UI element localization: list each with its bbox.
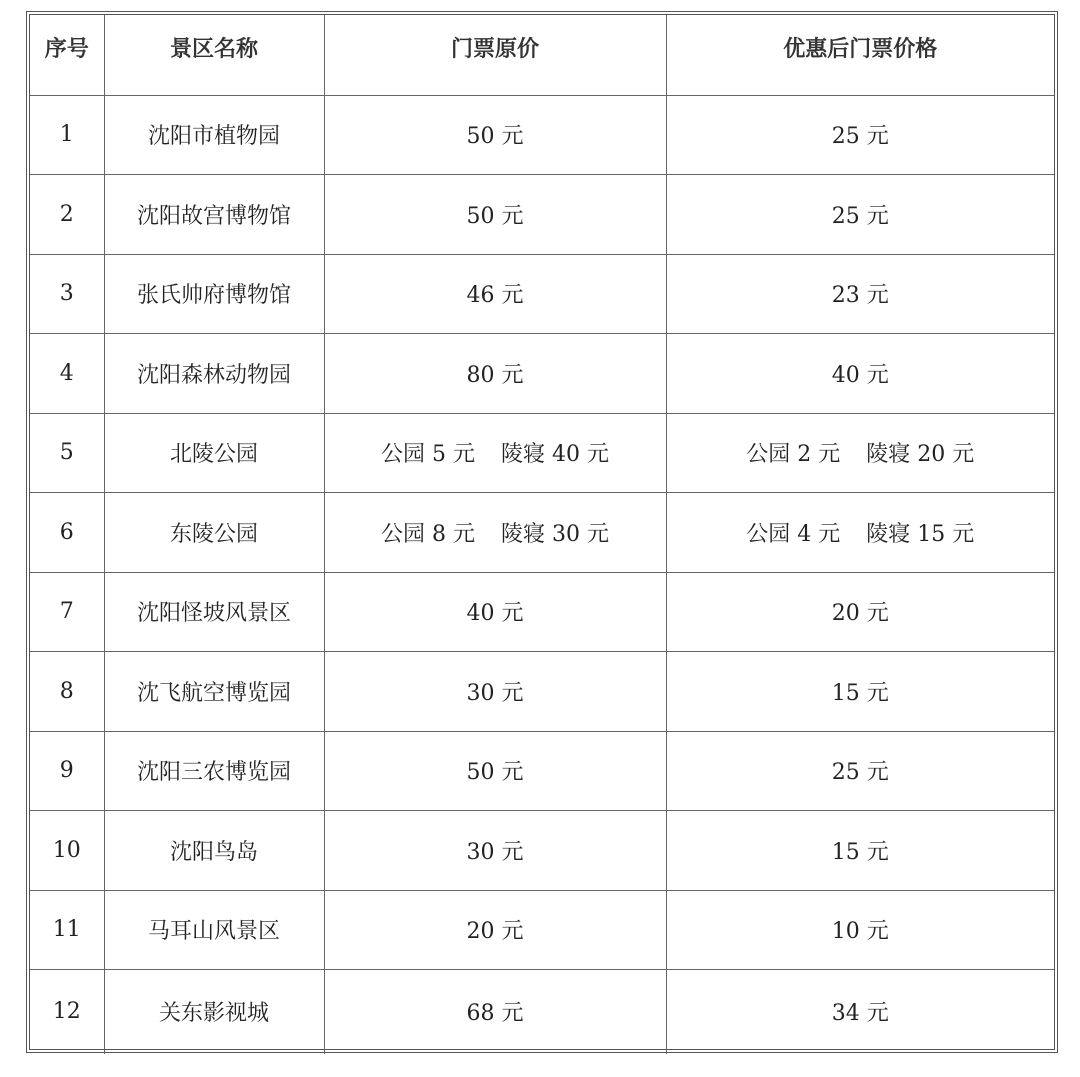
cell-discount — [666, 811, 1054, 891]
header-discount: 优惠后门票价格 — [666, 15, 1054, 95]
cell-price — [324, 731, 666, 811]
table-row — [30, 890, 1054, 970]
table-row — [30, 254, 1054, 334]
cell-name-text: 沈阳鸟岛 — [169, 839, 258, 865]
cell-discount-text: 34 元 — [831, 1001, 889, 1027]
cell-discount — [666, 95, 1054, 175]
cell-name — [104, 731, 324, 811]
cell-discount-text: 10 元 — [831, 919, 889, 945]
cell-no-text: 8 — [59, 678, 74, 704]
cell-price-text: 公园 8 元 — [381, 521, 475, 547]
cell-no-text: 10 — [52, 837, 81, 863]
cell-no — [30, 95, 104, 175]
cell-no — [30, 413, 104, 493]
cell-no — [30, 572, 104, 652]
cell-no — [30, 493, 104, 573]
ticket-price-table — [26, 11, 1058, 1053]
cell-discount — [666, 175, 1054, 255]
cell-no-text: 4 — [59, 360, 74, 386]
cell-name-text: 东陵公园 — [169, 521, 258, 547]
cell-name-text: 沈阳怪坡风景区 — [136, 601, 291, 627]
cell-name — [104, 652, 324, 732]
cell-no — [30, 334, 104, 414]
cell-no-text: 6 — [59, 519, 74, 545]
cell-price-text: 80 元 — [466, 362, 524, 388]
cell-no — [30, 254, 104, 334]
cell-discount — [666, 731, 1054, 811]
cell-price — [324, 572, 666, 652]
cell-name — [104, 572, 324, 652]
cell-discount — [666, 890, 1054, 970]
cell-name — [104, 95, 324, 175]
cell-name — [104, 493, 324, 573]
cell-name — [104, 811, 324, 891]
cell-discount — [666, 493, 1054, 573]
cell-name — [104, 890, 324, 970]
cell-price-text: 50 元 — [466, 760, 524, 786]
cell-discount — [666, 652, 1054, 732]
cell-price-text: 46 元 — [466, 283, 524, 309]
table-row — [30, 731, 1054, 811]
cell-no-text: 7 — [59, 599, 74, 625]
cell-discount — [666, 334, 1054, 414]
cell-discount-text: 15 元 — [831, 680, 889, 706]
cell-name-text: 沈阳故宫博物馆 — [136, 203, 291, 229]
cell-discount-text: 15 元 — [831, 839, 889, 865]
cell-price — [324, 413, 666, 493]
cell-discount-text: 40 元 — [831, 362, 889, 388]
cell-no — [30, 970, 104, 1054]
cell-price-text: 30 元 — [466, 680, 524, 706]
cell-price — [324, 334, 666, 414]
cell-price-text: 50 元 — [466, 203, 524, 229]
cell-name-text: 马耳山风景区 — [147, 919, 280, 945]
cell-no — [30, 731, 104, 811]
cell-discount — [666, 254, 1054, 334]
cell-discount-text: 公园 2 元 — [746, 442, 841, 468]
cell-no — [30, 811, 104, 891]
cell-name-text: 沈阳市植物园 — [147, 124, 280, 150]
cell-name-text: 沈阳森林动物园 — [136, 362, 291, 388]
cell-discount-text: 25 元 — [831, 124, 889, 150]
cell-name-text: 关东影视城 — [158, 1001, 269, 1027]
header-no: 序号 — [30, 15, 104, 95]
cell-price — [324, 175, 666, 255]
cell-no — [30, 890, 104, 970]
cell-name — [104, 970, 324, 1054]
cell-name — [104, 413, 324, 493]
cell-discount — [666, 413, 1054, 493]
cell-price — [324, 493, 666, 573]
table-row — [30, 175, 1054, 255]
cell-name — [104, 254, 324, 334]
cell-no-text: 12 — [52, 999, 81, 1025]
cell-price-text: 68 元 — [466, 1001, 524, 1027]
cell-price-text: 50 元 — [466, 124, 524, 150]
cell-price — [324, 95, 666, 175]
cell-no-text: 5 — [59, 440, 74, 466]
cell-no-text: 9 — [59, 758, 74, 784]
cell-no-text: 11 — [52, 917, 81, 943]
cell-discount-text: 公园 4 元 — [746, 521, 841, 547]
cell-discount — [666, 572, 1054, 652]
table-row — [30, 95, 1054, 175]
table-row — [30, 334, 1054, 414]
cell-price-text: 公园 5 元 — [381, 442, 475, 468]
table-row — [30, 413, 1054, 493]
cell-name-text: 沈阳三农博览园 — [136, 760, 291, 786]
cell-discount-text: 25 元 — [831, 760, 889, 786]
cell-price-text: 30 元 — [466, 839, 524, 865]
cell-no — [30, 175, 104, 255]
table-row — [30, 652, 1054, 732]
cell-name — [104, 334, 324, 414]
cell-name-text: 张氏帅府博物馆 — [136, 283, 291, 309]
cell-price-text: 陵寝 40 元 — [501, 442, 609, 468]
cell-discount-text: 陵寝 15 元 — [866, 521, 975, 547]
cell-discount — [666, 970, 1054, 1054]
cell-name-text: 北陵公园 — [169, 442, 258, 468]
table-row — [30, 970, 1054, 1054]
cell-discount-text: 陵寝 20 元 — [866, 442, 975, 468]
cell-no — [30, 652, 104, 732]
cell-discount-text: 20 元 — [831, 601, 889, 627]
table-header-row — [30, 15, 1054, 95]
cell-price-text: 40 元 — [466, 601, 524, 627]
cell-price — [324, 970, 666, 1054]
table-row — [30, 572, 1054, 652]
cell-no-text: 3 — [59, 281, 74, 307]
cell-price — [324, 652, 666, 732]
cell-price — [324, 890, 666, 970]
cell-discount-text: 23 元 — [831, 283, 889, 309]
cell-no-text: 2 — [59, 201, 74, 227]
table-row — [30, 811, 1054, 891]
table-row — [30, 493, 1054, 573]
cell-price-text: 20 元 — [466, 919, 524, 945]
cell-no-text: 1 — [59, 122, 74, 148]
cell-price — [324, 811, 666, 891]
cell-name-text: 沈飞航空博览园 — [136, 680, 291, 706]
header-name: 景区名称 — [104, 15, 324, 95]
cell-price — [324, 254, 666, 334]
cell-discount-text: 25 元 — [831, 203, 889, 229]
cell-price-text: 陵寝 30 元 — [501, 521, 609, 547]
cell-name — [104, 175, 324, 255]
header-price: 门票原价 — [324, 15, 666, 95]
